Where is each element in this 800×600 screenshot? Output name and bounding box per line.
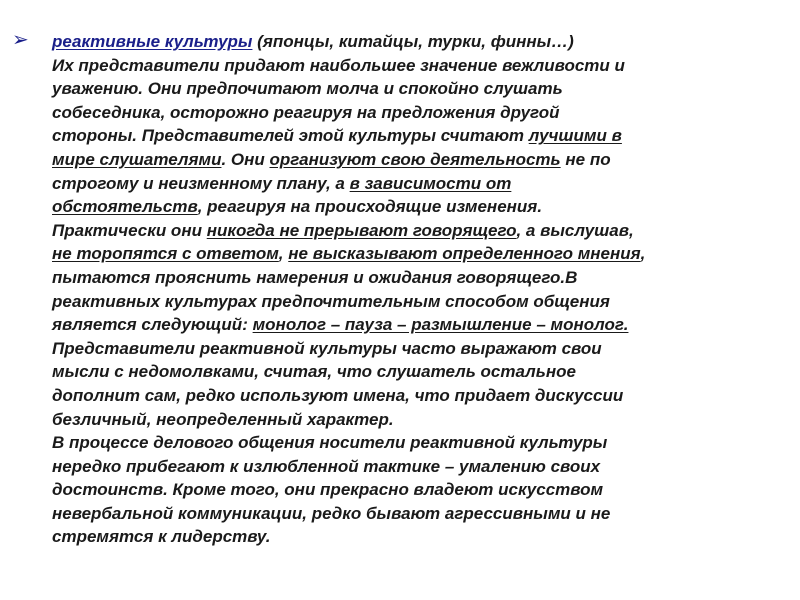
text-line (52, 195, 792, 219)
text-line (52, 384, 792, 408)
underlined-phrase: организуют свою деятельность (269, 149, 561, 169)
heading-term: реактивные культуры (52, 32, 253, 51)
text-segment: строгому и неизменному плану, а (52, 173, 350, 193)
underlined-phrase: никогда не прерывают говорящего (206, 220, 517, 240)
text-segment: Представители реактивной культуры часто выражают свои (52, 338, 602, 358)
text-line (52, 337, 792, 361)
text-line (52, 242, 792, 266)
underlined-phrase: не высказывают определенного мнения (288, 244, 641, 264)
arrow-bullet-icon: ➢ (12, 27, 29, 51)
text-line (52, 219, 792, 243)
underlined-phrase: в зависимости от (349, 173, 512, 193)
text-segment: безличный, неопределенный характер. (52, 409, 394, 429)
text-segment: нередко прибегают к излюбленной тактике – умалению своих (52, 456, 601, 476)
text-line (52, 408, 792, 432)
heading-line (52, 30, 792, 54)
body-text (52, 30, 792, 549)
text-segment: В процессе делового общения носители реактивной культуры (52, 433, 608, 453)
text-segment: Их представители придают наибольшее значение вежливости и (52, 55, 625, 75)
underlined-phrase: мире слушателями (52, 149, 222, 169)
text-line (52, 313, 792, 337)
text-segment: стороны. Представителей этой культуры считают (52, 126, 529, 146)
underlined-phrase: не торопятся с ответом (52, 244, 279, 264)
text-line (52, 124, 792, 148)
text-line (52, 502, 792, 526)
text-segment: мысли с недомолвками, считая, что слушатель остальное (52, 362, 576, 382)
text-segment: . Они (221, 149, 270, 169)
text-segment: , а выслушав, (516, 220, 634, 240)
text-line (52, 77, 792, 101)
text-line (52, 290, 792, 314)
text-segment: является следующий: (52, 315, 253, 335)
text-segment: стремятся к лидерству. (52, 527, 271, 547)
text-line (52, 148, 792, 172)
text-line (52, 431, 792, 455)
text-line (52, 101, 792, 125)
text-line (52, 172, 792, 196)
text-line (52, 478, 792, 502)
underlined-phrase: лучшими в (528, 126, 622, 146)
text-segment: не по (560, 149, 611, 169)
text-line (52, 455, 792, 479)
text-segment: , (278, 244, 289, 264)
text-line (52, 266, 792, 290)
text-line (52, 525, 792, 549)
underlined-phrase: монолог – пауза – размышление – монолог. (252, 315, 629, 335)
text-segment: невербальной коммуникации, редко бывают агрессивными и не (52, 503, 611, 523)
text-segment: пытаются прояснить намерения и ожидания говорящего.В (52, 267, 578, 287)
text-segment: собеседника, осторожно реагируя на предложения другой (52, 102, 560, 122)
text-segment: уважению. Они предпочитают молча и спокойно слушать (52, 79, 563, 99)
text-line (52, 54, 792, 78)
text-segment: Практически они (52, 220, 207, 240)
text-line (52, 360, 792, 384)
text-segment: , (640, 244, 646, 264)
text-segment: достоинств. Кроме того, они прекрасно владеют искусством (52, 480, 604, 500)
text-segment: , реагируя на происходящие изменения. (197, 197, 543, 217)
underlined-phrase: обстоятельств (52, 197, 198, 217)
text-segment: дополнит сам, редко используют имена, что придает дискуссии (52, 385, 624, 405)
text-segment: реактивных культурах предпочтительным способом общения (52, 291, 610, 311)
text-segment: (японцы, китайцы, турки, финны…) (252, 32, 574, 51)
